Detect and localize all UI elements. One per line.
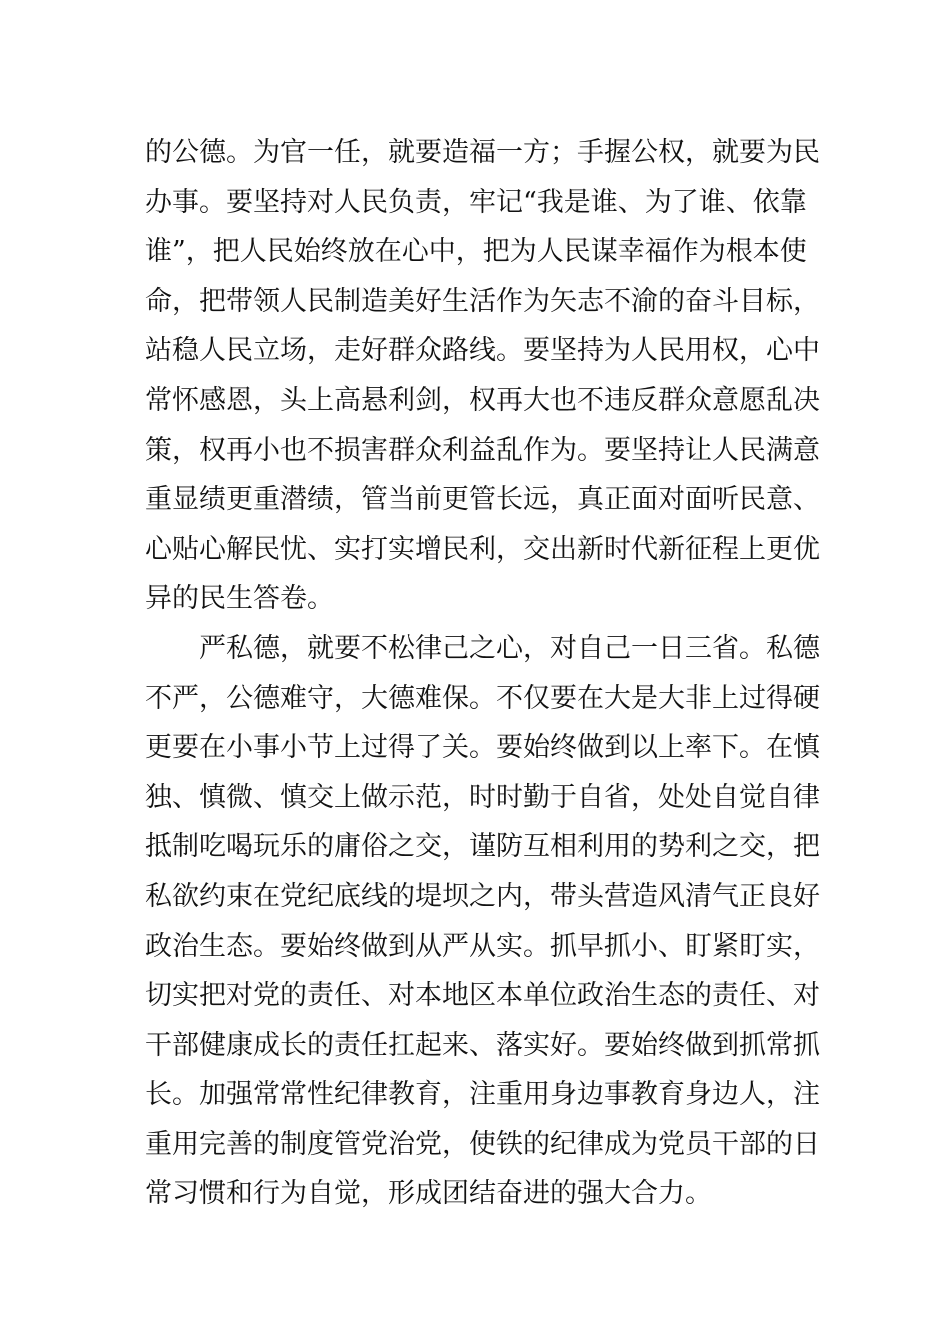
text-line: 办事。要坚持对人民负责，牢记“我是谁、为了谁、依靠 [145,186,807,218]
text-line: 干部健康成长的责任扛起来、落实好。要始终做到抓常抓 [145,1029,820,1061]
text-line: 严私德，就要不松律己之心，对自己一日三省。私德 [145,632,820,664]
text-line: 独、慎微、慎交上做示范，时时勤于自省，处处自觉自律 [145,781,820,813]
text-line: 的公德。为官一任，就要造福一方；手握公权，就要为民 [145,137,820,168]
text-line: 常怀感恩，头上高悬利剑，权再大也不违反群众意愿乱决 [145,384,820,416]
text-line: 重用完善的制度管党治党，使铁的纪律成为党员干部的日 [145,1128,820,1160]
text-line: 谁”，把人民始终放在心中，把为人民谋幸福作为根本使 [145,236,807,268]
paragraph-private-virtue [145,624,820,1219]
text-line: 切实把对党的责任、对本地区本单位政治生态的责任、对 [145,980,820,1012]
text-line: 策，权再小也不损害群众利益乱作为。要坚持让人民满意 [145,434,820,466]
text-line: 私欲约束在党纪底线的堤坝之内，带头营造风清气正良好 [145,880,820,912]
text-line: 政治生态。要始终做到从严从实。抓早抓小、盯紧盯实， [145,930,820,962]
text-line: 长。加强常常性纪律教育，注重用身边事教育身边人，注 [145,1079,820,1111]
text-line: 不严，公德难守，大德难保。不仅要在大是大非上过得硬 [145,682,820,714]
text-line: 抵制吃喝玩乐的庸俗之交，谨防互相利用的势利之交，把 [145,831,820,863]
text-line: 站稳人民立场，走好群众路线。要坚持为人民用权，心中 [145,335,820,367]
text-line: 重显绩更重潜绩，管当前更管长远，真正面对面听民意、 [145,484,820,516]
text-line: 命，把带领人民制造美好生活作为矢志不渝的奋斗目标， [145,285,820,317]
text-line: 常习惯和行为自觉，形成团结奋进的强大合力。 [145,1178,712,1210]
body-text [145,128,820,1219]
text-line: 心贴心解民忧、实打实增民利，交出新时代新征程上更优 [145,533,820,565]
text-line: 异的民生答卷。 [145,583,334,615]
paragraph-public-virtue [145,128,820,624]
text-line: 更要在小事小节上过得了关。要始终做到以上率下。在慎 [145,732,820,764]
